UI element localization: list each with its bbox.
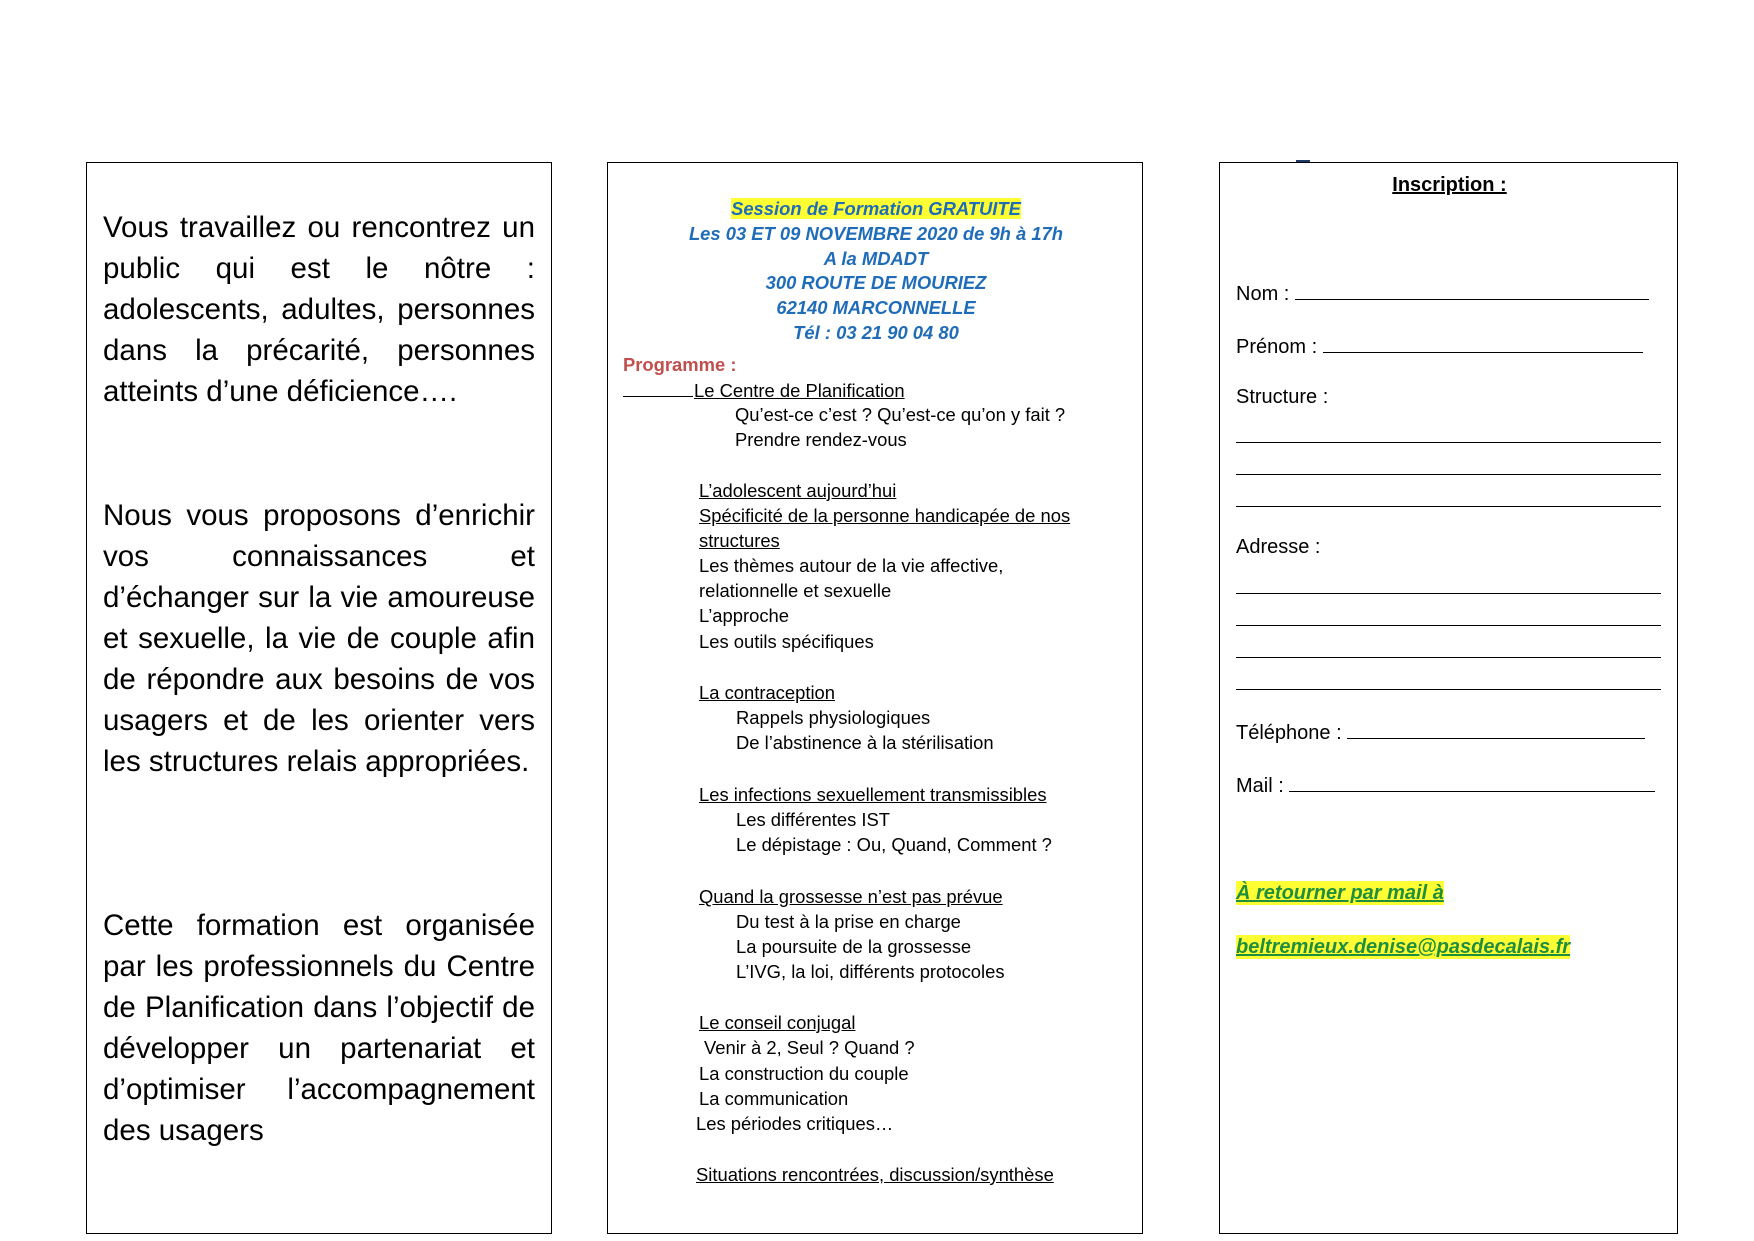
structure-field[interactable] [1236,442,1661,443]
adresse-field[interactable] [1236,657,1661,658]
session-dates: Les 03 ET 09 NOVEMBRE 2020 de 9h à 17h [688,223,1064,244]
section-title: structures [699,530,780,551]
section-title: L’adolescent aujourd’hui [699,480,897,501]
structure-label: Structure : [1236,386,1329,408]
telephone-row [1236,718,1645,745]
adresse-field[interactable] [1236,625,1661,626]
right-panel [1219,162,1678,1234]
section-title: Situations rencontrées, discussion/synthèse [696,1164,1054,1185]
list-item: Les périodes critiques… [696,1113,894,1134]
list-item: Rappels physiologiques [736,707,931,728]
mail-label: Mail : [1236,775,1284,797]
adresse-label: Adresse : [1236,536,1321,558]
adresse-field[interactable] [1236,593,1661,594]
section-title: Quand la grossesse n’est pas prévue [699,886,1003,907]
mail-field[interactable] [1289,771,1655,792]
list-item: La poursuite de la grossesse [736,936,972,957]
mail-row [1236,771,1655,798]
nom-field[interactable] [1295,279,1649,300]
list-item: relationnelle et sexuelle [699,580,892,601]
list-item: Du test à la prise en charge [736,911,961,932]
nom-label: Nom : [1236,283,1290,305]
list-item: Venir à 2, Seul ? Quand ? [704,1037,915,1058]
list-item: La communication [699,1088,849,1109]
list-item: Les différentes IST [736,809,891,830]
middle-panel [607,162,1143,1234]
proposal-paragraph: Nous vous proposons d’enrichir vos connaissances et d’échanger sur la vie amoureuse et sexuelle, la vie de couple afin de répondre aux besoins de vos usagers et de les orienter vers les structures relais appropriées. [103,499,535,778]
section-title: Le Centre de Planification [694,380,905,401]
leader-rule [623,378,693,397]
nom-row [1236,279,1649,306]
section-title-row [623,378,905,402]
list-item: De l’abstinence à la stérilisation [736,732,994,753]
session-street: 300 ROUTE DE MOURIEZ [765,272,987,293]
session-place: A la MDADT [823,248,929,269]
session-phone: Tél : 03 21 90 04 80 [793,322,959,343]
list-item: Les outils spécifiques [699,631,874,652]
section-title: Spécificité de la personne handicapée de nos [699,505,1071,526]
intro-paragraph: Vous travaillez ou rencontrez un public qui est le nôtre : adolescents, adultes, personnes dans la précarité, personnes atteints d’une déficience…. [103,211,535,408]
list-item: Prendre rendez-vous [735,429,907,450]
telephone-label: Téléphone : [1236,722,1342,744]
left-panel [86,162,552,1234]
organisation-paragraph: Cette formation est organisée par les professionnels du Centre de Planification dans l’objectif de développer un partenariat et d’optimiser l’accompagnement des usagers [103,909,535,1147]
prenom-label: Prénom : [1236,336,1318,358]
inscription-title: Inscription : [1392,174,1507,196]
session-title-row [608,197,1144,220]
list-item: Les thèmes autour de la vie affective, [699,555,1004,576]
session-city: 62140 MARCONNELLE [776,297,976,318]
telephone-field[interactable] [1347,718,1645,739]
prenom-field[interactable] [1323,332,1643,353]
programme-label: Programme : [623,354,737,375]
return-email-link[interactable]: beltremieux.denise@pasdecalais.fr [1236,936,1571,958]
section-title: Les infections sexuellement transmissibles [699,784,1047,805]
list-item: L’approche [699,605,789,626]
adresse-field[interactable] [1236,689,1661,690]
list-item: Qu’est-ce c’est ? Qu’est-ce qu’on y fait ? [735,404,1066,425]
list-item: Le dépistage : Ou, Quand, Comment ? [736,834,1052,855]
list-item: L’IVG, la loi, différents protocoles [736,961,1005,982]
list-item: La construction du couple [699,1063,909,1084]
section-title: La contraception [699,682,835,703]
prenom-row [1236,332,1643,359]
structure-field[interactable] [1236,474,1661,475]
session-title: Session de Formation GRATUITE [731,198,1021,219]
structure-field[interactable] [1236,506,1661,507]
section-title: Le conseil conjugal [699,1012,856,1033]
return-instruction: À retourner par mail à [1236,882,1444,904]
